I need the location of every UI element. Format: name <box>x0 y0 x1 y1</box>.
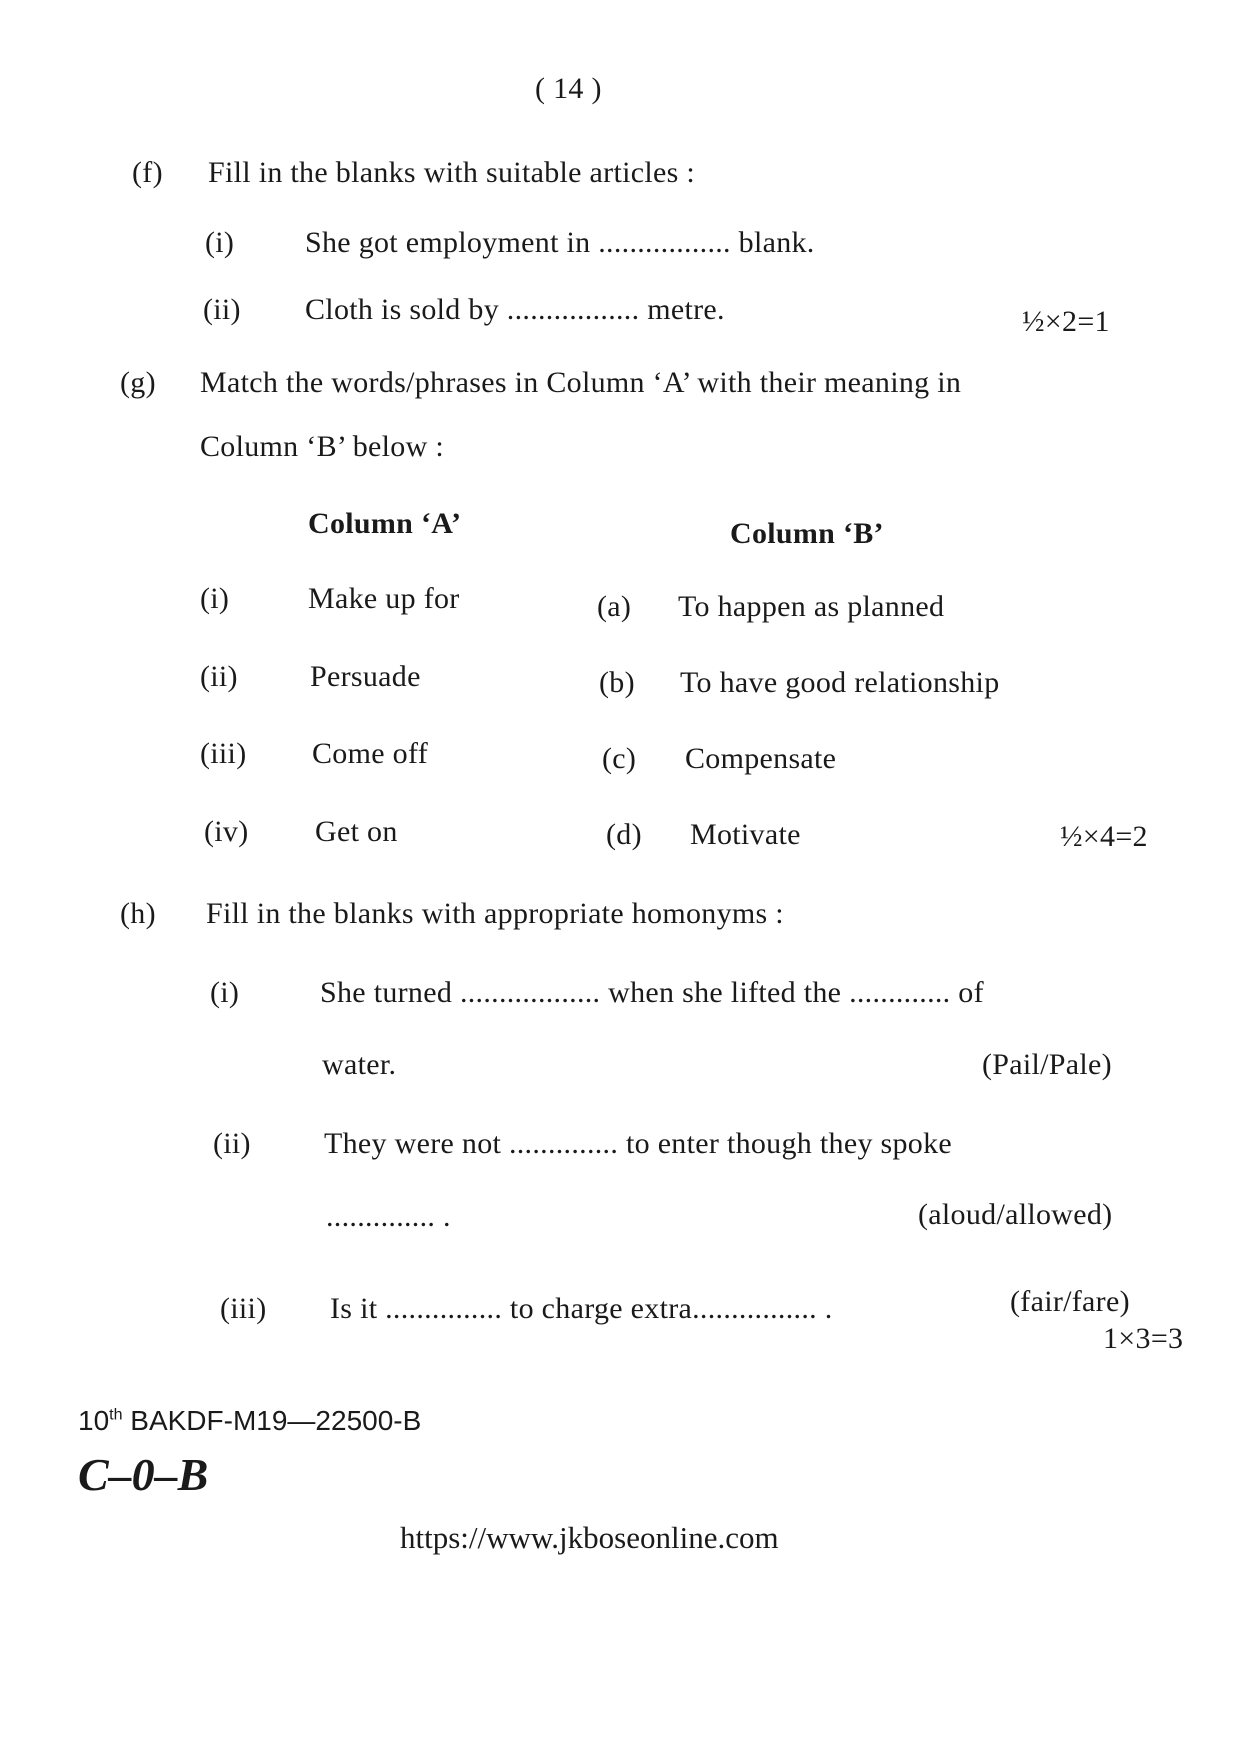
column-a-num: (iii) <box>200 737 247 770</box>
column-a-text: Come off <box>312 737 428 770</box>
section-h-item-line1: They were not .............. to enter though they spoke <box>324 1127 953 1160</box>
section-g-label: (g) <box>120 366 156 399</box>
section-h-item-num: (ii) <box>213 1127 251 1160</box>
section-g-instruction-line1: Match the words/phrases in Column ‘A’ with their meaning in <box>200 366 962 399</box>
column-b-text: To happen as planned <box>678 590 945 623</box>
section-f-marks: ½×2=1 <box>1022 305 1110 338</box>
section-h-instruction: Fill in the blanks with appropriate homonyms : <box>206 897 784 930</box>
column-a-num: (ii) <box>200 660 238 693</box>
section-f-instruction: Fill in the blanks with suitable articles : <box>208 156 695 189</box>
section-h-item-options: (Pail/Pale) <box>982 1048 1112 1081</box>
section-h-marks: 1×3=3 <box>1103 1322 1184 1355</box>
section-f-item-text: She got employment in ................. blank. <box>305 226 815 259</box>
section-f-label: (f) <box>132 156 163 189</box>
page-number: ( 14 ) <box>535 72 602 105</box>
section-f-item-num: (i) <box>205 226 235 259</box>
column-a-text: Make up for <box>308 582 460 615</box>
column-b-num: (d) <box>606 818 642 851</box>
column-b-text: To have good relationship <box>680 666 1000 699</box>
column-a-text: Get on <box>315 815 398 848</box>
section-h-item-line2: water. <box>322 1048 397 1081</box>
column-b-num: (a) <box>597 590 632 623</box>
section-h-item-options: (aloud/allowed) <box>918 1198 1113 1231</box>
column-a-header: Column ‘A’ <box>308 507 462 540</box>
column-b-header: Column ‘B’ <box>730 517 884 550</box>
column-a-num: (i) <box>200 582 230 615</box>
paper-code <box>78 1405 421 1437</box>
column-b-text: Compensate <box>685 742 837 775</box>
column-b-text: Motivate <box>690 818 801 851</box>
paper-code-sup: th <box>109 1406 123 1424</box>
section-f-item-text: Cloth is sold by ................. metre. <box>305 293 725 326</box>
section-h-item-options: (fair/fare) <box>1010 1285 1130 1318</box>
section-h-item-num: (i) <box>210 976 240 1009</box>
section-h-item-num: (iii) <box>220 1292 267 1325</box>
column-b-num: (b) <box>599 666 635 699</box>
section-h-item-line1: Is it ............... to charge extra................ . <box>330 1292 833 1325</box>
column-a-num: (iv) <box>204 815 249 848</box>
column-a-text: Persuade <box>310 660 421 693</box>
section-g-marks: ½×4=2 <box>1060 820 1148 853</box>
source-url: https://www.jkboseonline.com <box>400 1520 779 1555</box>
series-code: C–0–B <box>78 1449 209 1500</box>
section-h-item-line2: .............. . <box>326 1200 451 1233</box>
section-g-instruction-line2: Column ‘B’ below : <box>200 430 444 463</box>
paper-code-prefix: 10 <box>78 1405 110 1436</box>
section-f-item-num: (ii) <box>203 293 241 326</box>
paper-code-rest: BAKDF-M19—22500-B <box>122 1405 422 1436</box>
section-h-item-line1: She turned .................. when she lifted the ............. of <box>320 976 984 1009</box>
section-h-label: (h) <box>120 897 156 930</box>
column-b-num: (c) <box>602 742 637 775</box>
